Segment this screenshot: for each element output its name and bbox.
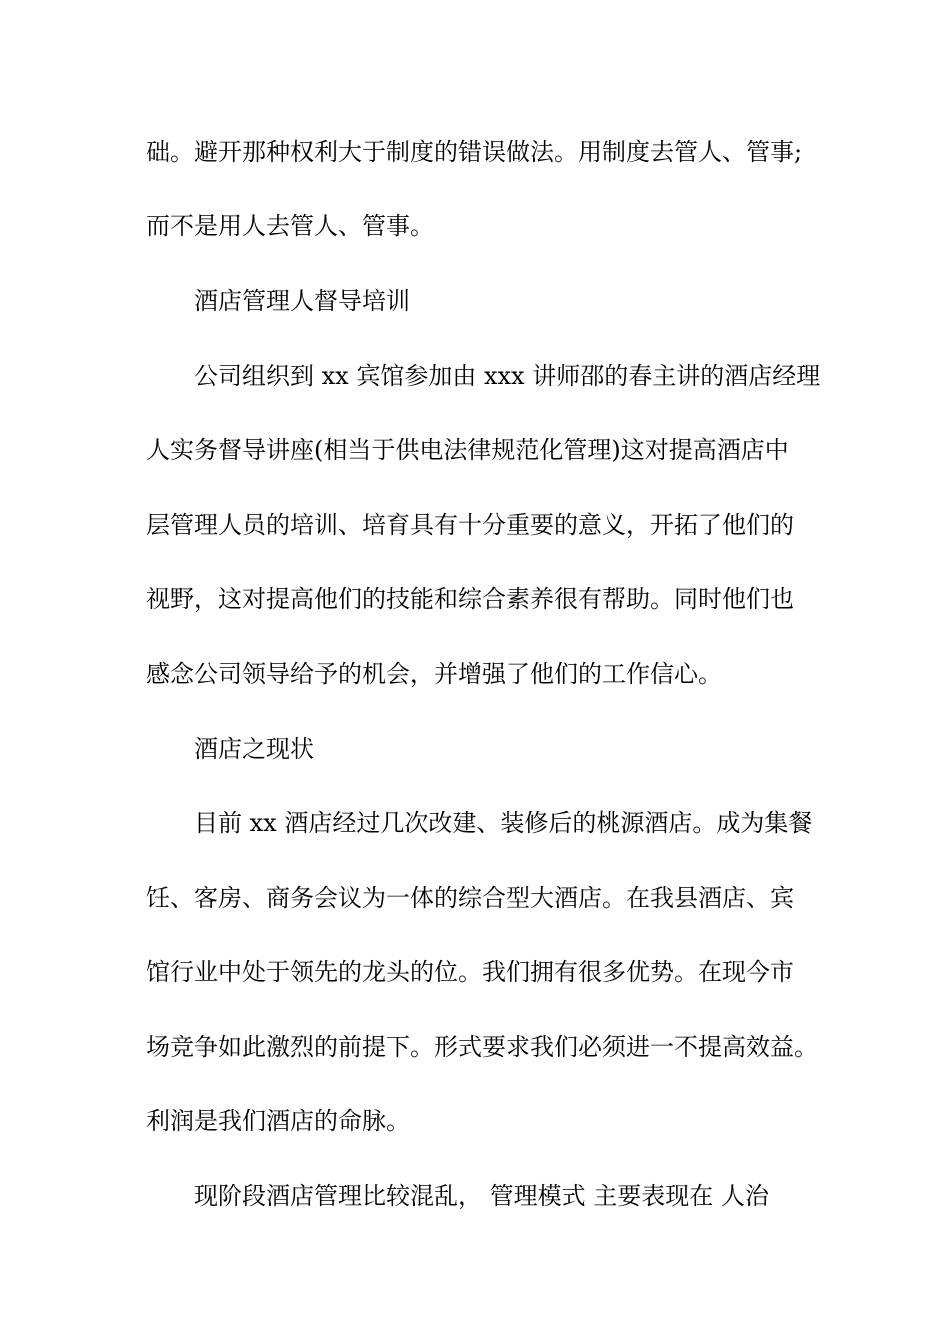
paragraph-line: 层管理人员的培训、培育具有十分重要的意义，开拓了他们的 [146,511,794,539]
section-heading: 酒店管理人督导培训 [194,287,410,315]
paragraph-line: 馆行业中处于领先的龙头的位。我们拥有很多优势。在现今市 [146,958,794,986]
paragraph-line: 现阶段酒店管理比较混乱， 管理模式 主要表现在 人治 [194,1182,769,1210]
paragraph-line: 场竞争如此激烈的前提下。形式要求我们必须进一不提高效益。 [146,1033,818,1061]
section-heading: 酒店之现状 [194,735,314,763]
paragraph-line: 感念公司领导给予的机会，并增强了他们的工作信心。 [146,660,722,688]
paragraph-line: 础。避开那种权利大于制度的错误做法。用制度去管人、管事; [146,138,803,166]
paragraph-line: 人实务督导讲座(相当于供电法律规范化管理)这对提高酒店中 [146,436,789,464]
paragraph-line: 目前 xx 酒店经过几次改建、装修后的桃源酒店。成为集餐 [194,809,813,837]
paragraph-line: 视野，这对提高他们的技能和综合素养很有帮助。同时他们也 [146,585,794,613]
paragraph-line: 公司组织到 xx 宾馆参加由 xxx 讲师邵的春主讲的酒店经理 [194,362,821,390]
paragraph-line: 而不是用人去管人、管事。 [146,212,434,240]
paragraph-line: 饪、客房、商务会议为一体的综合型大酒店。在我县酒店、宾 [146,884,794,912]
paragraph-line: 利润是我们酒店的命脉。 [146,1107,410,1135]
